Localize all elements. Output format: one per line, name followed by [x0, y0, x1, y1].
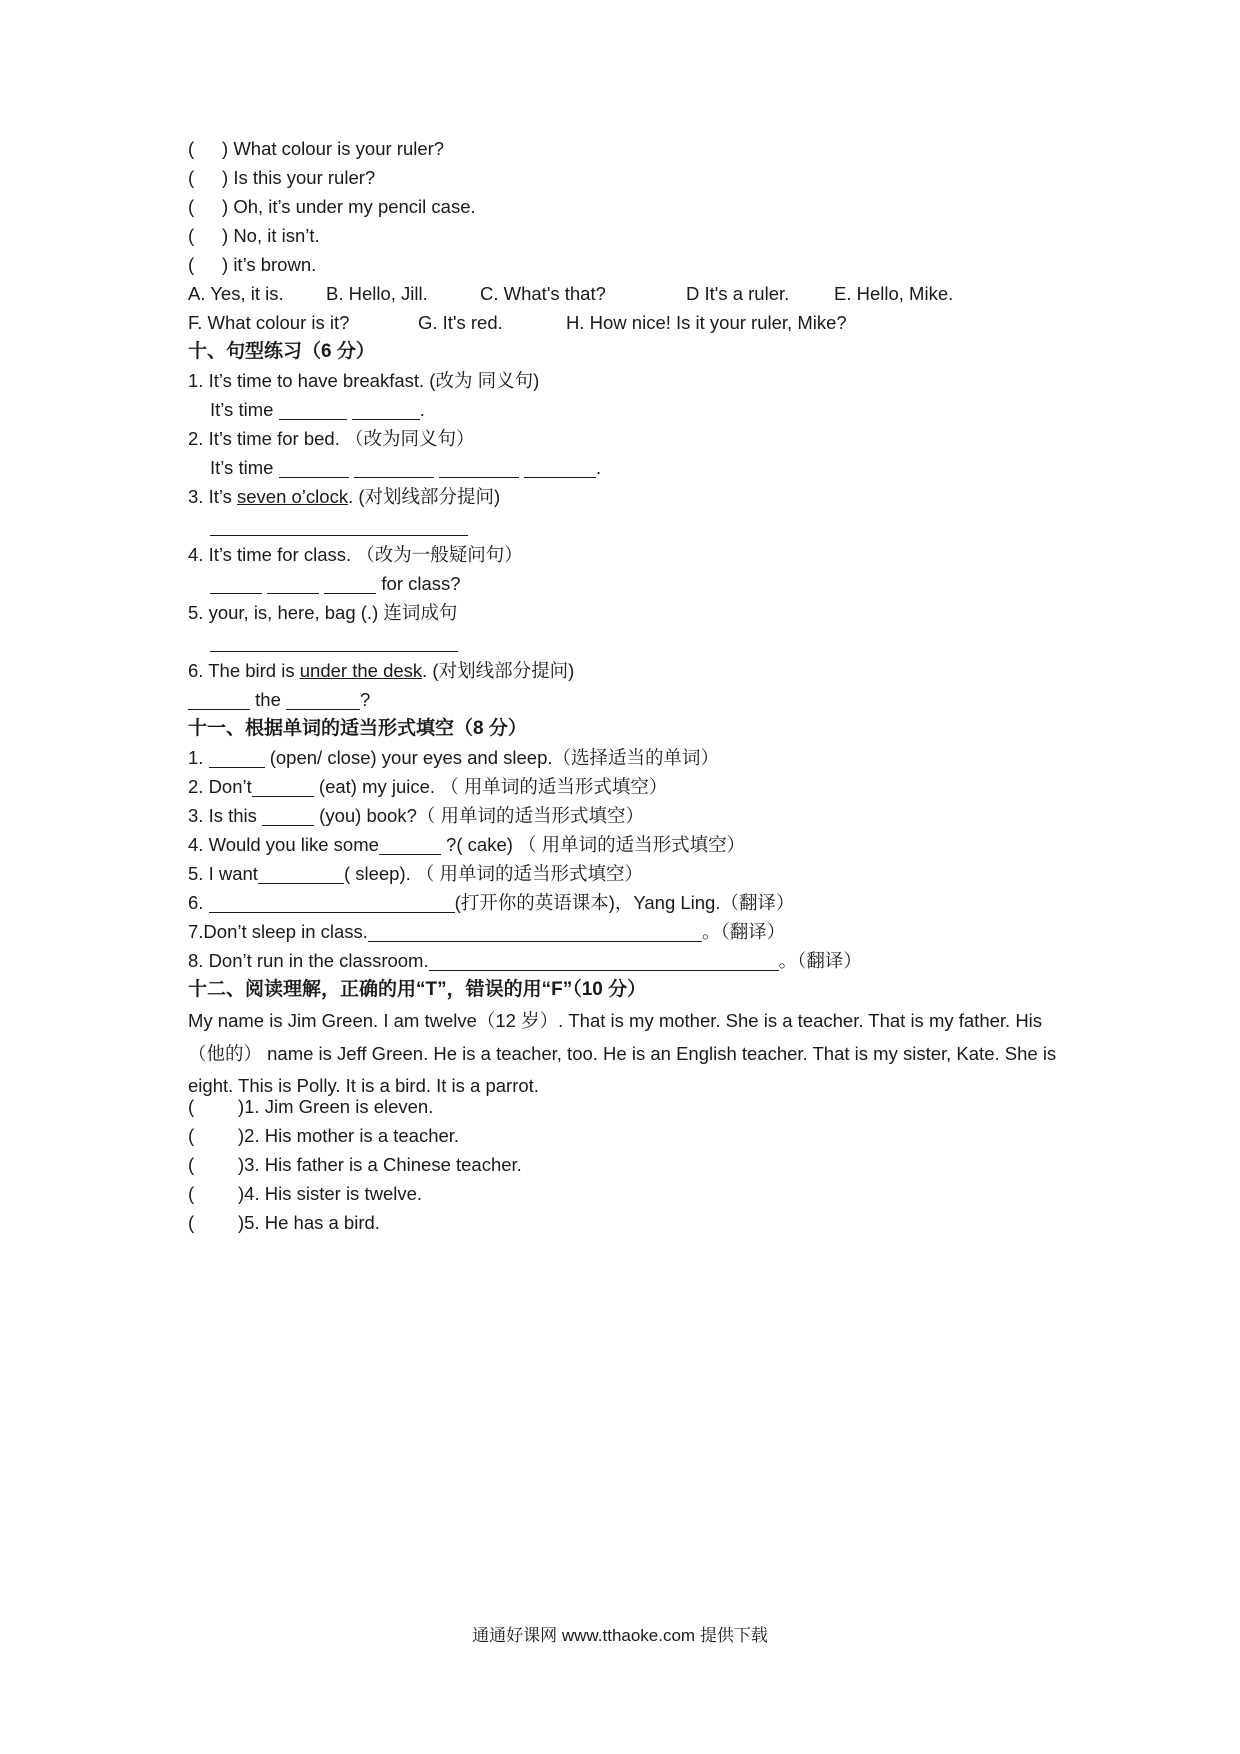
blank-field[interactable]: [210, 515, 468, 536]
question: 3. Is this (you) book?（ 用单词的适当形式填空）: [188, 805, 645, 826]
blank-field[interactable]: [379, 834, 441, 855]
blank-field[interactable]: [262, 805, 314, 826]
answer-bracket[interactable]: (: [188, 1096, 195, 1117]
dialogue-item: ( ) What colour is your ruler?: [188, 134, 444, 164]
question: 2. Don’t (eat) my juice. （ 用单词的适当形式填空）: [188, 776, 668, 797]
blank-field[interactable]: [352, 399, 420, 420]
blank-field[interactable]: [210, 631, 458, 652]
blank-field[interactable]: [188, 689, 250, 710]
answer-bracket[interactable]: (: [188, 254, 195, 275]
option: D It's a ruler.: [686, 283, 790, 304]
footer-text: 通通好课网 www.tthaoke.com 提供下载: [472, 1626, 768, 1645]
question: 5. I want ( sleep). （ 用单词的适当形式填空）: [188, 863, 644, 884]
blank-field[interactable]: [209, 747, 265, 768]
blank-field[interactable]: [258, 863, 344, 884]
option: E. Hello, Mike.: [834, 283, 954, 304]
dialogue-item: ( ) it’s brown.: [188, 250, 316, 280]
question: 5. your, is, here, bag (.) 连词成句: [188, 602, 458, 623]
question: 6. The bird is under the desk. (对划线部分提问): [188, 660, 575, 681]
section-11-heading: 十一、根据单词的适当形式填空（8 分）: [188, 718, 527, 739]
answer-bracket[interactable]: (: [188, 1154, 195, 1175]
section-10-heading: 十、句型练习（6 分）: [188, 341, 375, 362]
answer-bracket[interactable]: (: [188, 196, 195, 217]
question: 6. (打开你的英语课本)，Yang Ling.（翻译）: [188, 892, 795, 913]
dialogue-item: ( ) Oh, it’s under my pencil case.: [188, 192, 476, 222]
tf-item: ( )4. His sister is twelve.: [188, 1179, 422, 1209]
blank-field[interactable]: [324, 573, 376, 594]
question: 1. (open/ close) your eyes and sleep.（选择适当的单词）: [188, 747, 720, 768]
blank-field[interactable]: [429, 950, 779, 971]
dialogue-item: ( ) No, it isn’t.: [188, 221, 320, 251]
blank-field[interactable]: [210, 573, 262, 594]
option: A. Yes, it is.: [188, 283, 284, 304]
underlined-phrase: seven o’clock: [237, 486, 349, 507]
answer-bracket[interactable]: (: [188, 1125, 195, 1146]
answer-bracket[interactable]: (: [188, 138, 195, 159]
tf-item: ( )2. His mother is a teacher.: [188, 1121, 459, 1151]
underlined-phrase: under the desk: [299, 660, 423, 681]
question: 2. It’s time for bed. （改为同义句）: [188, 428, 475, 449]
blank-field[interactable]: [209, 892, 455, 913]
option: B. Hello, Jill.: [326, 283, 428, 304]
answer-bracket[interactable]: (: [188, 225, 195, 246]
option: F. What colour is it?: [188, 312, 350, 333]
blank-field[interactable]: [354, 457, 434, 478]
question: 4. Would you like some ?( cake) （ 用单词的适当形式填空）: [188, 834, 746, 855]
question: 4. It’s time for class. （改为一般疑问句）: [188, 544, 523, 565]
answer-bracket[interactable]: (: [188, 1212, 195, 1233]
answer-bracket[interactable]: (: [188, 1183, 195, 1204]
options-row-2: [188, 308, 988, 338]
answer-line: It’s time .: [210, 399, 425, 420]
answer-line: [210, 511, 468, 541]
reading-passage: My name is Jim Green. I am twelve（12 岁）. That is my mother. She is a teacher. That is my father. His（他的） name is Jeff Green. He is a teacher, too. He is an English teacher. That is my sister, Kate. She is eight. This is Polly. It is a bird. It is a parrot.: [188, 1010, 1057, 1096]
blank-field[interactable]: [286, 689, 360, 710]
answer-bracket[interactable]: (: [188, 167, 195, 188]
options-row-1: [188, 279, 988, 309]
question: 8. Don’t run in the classroom. 。（翻译）: [188, 950, 862, 971]
dialogue-item: ( ) Is this your ruler?: [188, 163, 375, 193]
question: 7.Don’t sleep in class. 。（翻译）: [188, 921, 786, 942]
answer-line: the ?: [188, 685, 370, 715]
blank-field[interactable]: [279, 457, 349, 478]
question: 1. It’s time to have breakfast. (改为 同义句): [188, 370, 540, 391]
section-12-heading: 十二、阅读理解，正确的用“T”，错误的用“F”（10 分）: [188, 979, 647, 1000]
option: C. What's that?: [480, 283, 606, 304]
tf-item: ( )1. Jim Green is eleven.: [188, 1092, 433, 1122]
blank-field[interactable]: [252, 776, 314, 797]
blank-field[interactable]: [279, 399, 347, 420]
answer-line: It’s time .: [210, 457, 602, 478]
tf-item: ( )3. His father is a Chinese teacher.: [188, 1150, 522, 1180]
blank-field[interactable]: [368, 921, 702, 942]
answer-line: for class?: [210, 569, 461, 599]
tf-item: ( )5. He has a bird.: [188, 1208, 380, 1238]
option: H. How nice! Is it your ruler, Mike?: [566, 312, 847, 333]
blank-field[interactable]: [439, 457, 519, 478]
option: G. It's red.: [418, 312, 503, 333]
blank-field[interactable]: [524, 457, 596, 478]
question: 3. It’s seven o’clock. (对划线部分提问): [188, 486, 501, 507]
blank-field[interactable]: [267, 573, 319, 594]
answer-line: [210, 627, 458, 657]
